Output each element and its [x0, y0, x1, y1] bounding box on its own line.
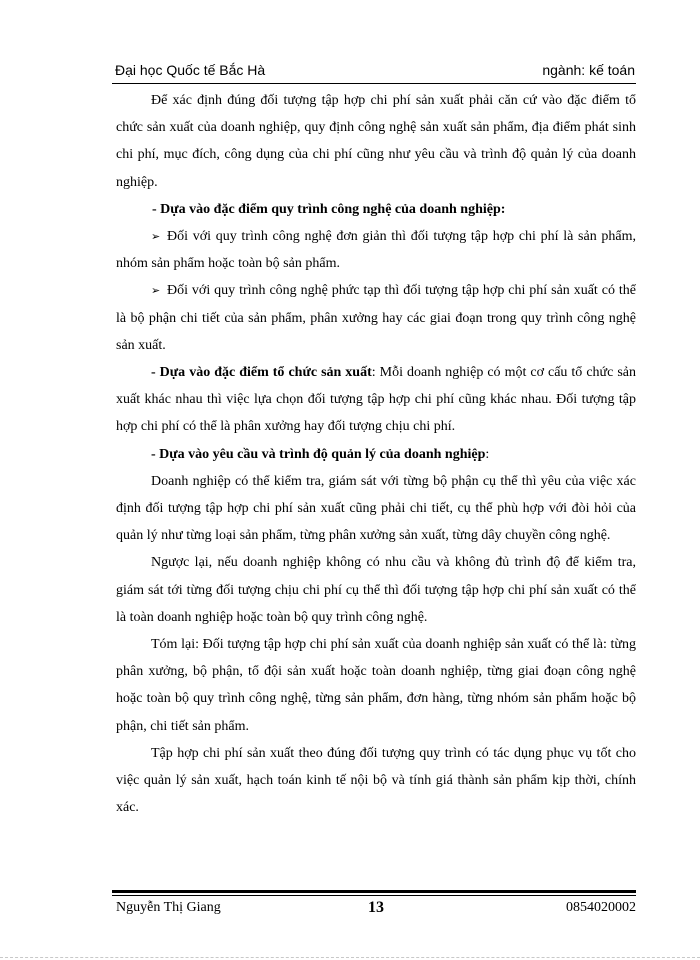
paragraph-summary: Tóm lại: Đối tượng tập hợp chi phí sản xuất của doanh nghiệp sản xuất có thể là: từng phân xưởng, bộ phận, tổ đội sản xuất hoặc toàn doanh nghiệp, từng giai đoạn công nghệ hoặc toàn bộ quy trình công nghệ, từng sản phẩm, đơn hàng, từng nhóm sản phẩm hoặc bộ phận, chi tiết sản phẩm.	[116, 637, 636, 734]
heading-technology-process	[116, 196, 636, 223]
arrowhead-bullet-icon: ➢	[151, 284, 161, 298]
header-university: Đại học Quốc tế Bắc Hà	[115, 62, 266, 78]
heading-management-colon: :	[485, 446, 490, 462]
paragraph-organization	[116, 359, 636, 441]
arrowhead-bullet-icon: ➢	[151, 230, 161, 244]
page-footer	[116, 900, 636, 922]
bullet-item-text: Đối với quy trình công nghệ đơn giản thì đối tượng tập hợp chi phí là sản phẩm, nhóm sản phẩm hoặc toàn bộ sản phẩm.	[116, 229, 636, 272]
bullet-item-simple-process	[116, 223, 636, 277]
paragraph-conversely: Ngược lại, nếu doanh nghiệp không có nhu cầu và không đủ trình độ để kiểm tra, giám sát tới từng đối tượng chịu chi phí cụ thể thì đối tượng tập hợp chi phí sản xuất có thể là toàn doanh nghiệp hoặc toàn bộ quy trình công nghệ.	[116, 555, 636, 625]
paragraph-organization-text: : Mỗi doanh nghiệp có một cơ cấu tổ chức sản xuất khác nhau thì việc lựa chọn đối tượng tập hợp chi phí cũng khác nhau. Đối tượng tập hợp chi phí có thể là phân xưởng hay đối tượng chịu chi phí.	[116, 365, 637, 435]
page-header	[115, 62, 635, 84]
heading-technology-process-text: - Dựa vào đặc điểm quy trình công nghệ của doanh nghiệp:	[152, 201, 506, 217]
footer-divider-thick	[112, 890, 636, 893]
footer-student-code: 0854020002	[566, 900, 636, 915]
page-number: 13	[368, 899, 384, 916]
heading-management: - Dựa vào yêu cầu và trình độ quản lý của doanh nghiệp	[151, 446, 486, 462]
header-divider	[112, 83, 636, 84]
bullet-item-complex-process	[116, 277, 636, 359]
header-major: ngành: kế toán	[542, 62, 635, 78]
paragraph-management-heading	[116, 441, 636, 468]
heading-organization: - Dựa vào đặc điểm tổ chức sản xuất	[151, 365, 372, 381]
document-body	[116, 87, 636, 821]
page-edge-divider	[0, 957, 700, 958]
paragraph-detailed-tracking: Doanh nghiệp có thể kiểm tra, giám sát với từng bộ phận cụ thể thì yêu của việc xác định đối tượng tập hợp chi phí sản xuất cũng phải chi tiết, cụ thể phù hợp với đòi hỏi của quản lý như từng loại sản phẩm, từng phân xưởng sản xuất, từng dây chuyền công nghệ.	[116, 473, 636, 544]
bullet-item-text: Đối với quy trình công nghệ phức tạp thì đối tượng tập hợp chi phí sản xuất có thể là bộ phận chi tiết của sản phẩm, phân xưởng hay các giai đoạn trong quy trình công nghệ sản xuất.	[116, 283, 636, 353]
paragraph-conclusion: Tập hợp chi phí sản xuất theo đúng đối tượng quy trình có tác dụng phục vụ tốt cho việc quản lý sản xuất, hạch toán kinh tế nội bộ và tính giá thành sản phẩm kịp thời, chính xác.	[116, 745, 636, 816]
paragraph-intro: Để xác định đúng đối tượng tập hợp chi phí sản xuất phải căn cứ vào đặc điểm tổ chức sản xuất của doanh nghiệp, quy định công nghệ sản xuất sản phẩm, địa điểm phát sinh chi phí, mục đích, công dụng của chi phí cũng như yêu cầu và trình độ quản lý của doanh nghiệp.	[116, 93, 636, 190]
footer-author: Nguyễn Thị Giang	[116, 900, 221, 915]
footer-divider-thin	[112, 895, 636, 896]
